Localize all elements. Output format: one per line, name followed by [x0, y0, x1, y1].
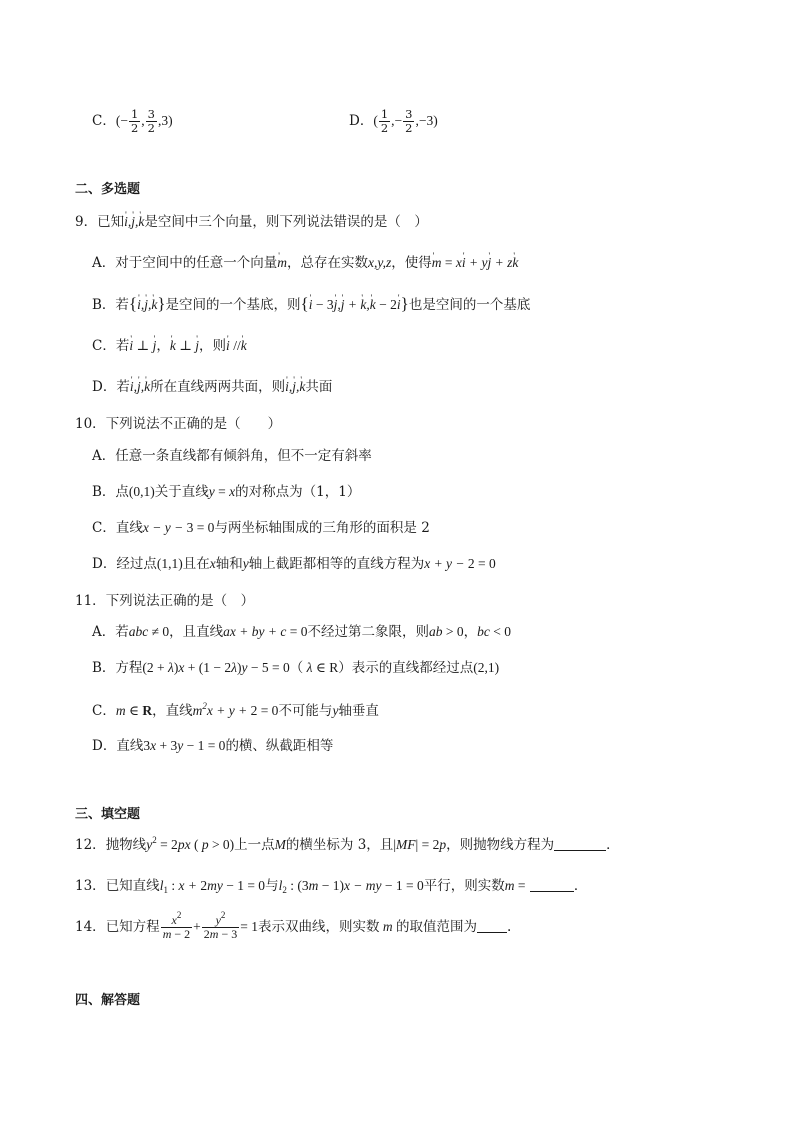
fraction: $\frac{x^2}{m - 2}$	[162, 910, 191, 941]
question-9-option-a: A．对于空间中的任意一个向量' m，总存在实数x,y,z，使得' m = x' i + y' j + z' k	[92, 254, 518, 272]
section-heading-fill-in: 三、填空题	[75, 807, 141, 822]
question-10-option-a: A．任意一条直线都有倾斜角，但不一定有斜率	[92, 448, 372, 464]
question-10-option-d: D．经过点(1,1)且在x轴和y轴上截距都相等的直线方程为x + y − 2 = 0	[92, 556, 496, 572]
question-11-option-b: B．方程(2 + λ)x + (1 − 2λ)y − 5 = 0（ λ ∈ R）表示的直线都经过点(2,1)	[92, 660, 500, 676]
question-9-stem: 9．已知' i,' j,' k是空间中三个向量，则下列说法错误的是（ ）	[75, 213, 428, 231]
answer-blank	[530, 877, 574, 892]
q8-option-d: D．( $\frac{1}{2}$ ,− $\frac{3}{2}$ ,−3)	[349, 107, 438, 135]
question-9-option-c: C．若' i ⊥ ' j，' k ⊥ ' j，则' i //' k	[92, 337, 247, 355]
question-10-stem: 10．下列说法不正确的是（ ）	[75, 416, 282, 432]
question-11-option-a: A．若abc ≠ 0，且直线ax + by + c = 0不经过第二象限，则ab > 0，bc < 0	[92, 624, 511, 640]
section-heading-solutions: 四、解答题	[75, 993, 141, 1008]
fraction: $\frac{1}{2}$	[380, 107, 389, 135]
question-11-option-d: D．直线3x + 3y − 1 = 0的横、纵截距相等	[92, 738, 334, 754]
question-13: 13．已知直线$l_1$ : x + 2my − 1 = 0与$l_2$ : (3m − 1)x − my − 1 = 0平行，则实数m = ．	[75, 878, 588, 895]
fraction: $\frac{3}{2}$	[405, 107, 413, 135]
question-9-option-b: B．若{' i,' j,' k}是空间的一个基底，则{' i − 3' j,' j + ' k,' k − 2' i}也是空间的一个基底	[92, 295, 530, 314]
section-heading-multi-choice: 二、多选题	[75, 182, 141, 197]
question-10-option-b: B．点(0,1)关于直线y = x的对称点为（1，1）	[92, 484, 361, 500]
fraction: $\frac{1}{2}$	[130, 107, 139, 135]
question-11-option-c: C．m ∈ R，直线$m^2x + y + 2 = 0$不可能与y轴垂直	[92, 701, 379, 719]
fraction: $\frac{3}{2}$	[147, 107, 155, 135]
question-12: 12．抛物线$y^2 = 2px$ ( p > 0)上一点M的横坐标为 3，且|MF| = 2p，则抛物线方程为 ．	[75, 835, 620, 853]
question-14: 14．已知方程 $\frac{x^2}{m - 2}$ + $\frac{y^2}{2m - 3}$ = 1表示双曲线，则实数 m 的取值范围为 .	[75, 910, 512, 941]
answer-blank	[554, 836, 606, 851]
question-10-option-c: C．直线x − y − 3 = 0与两坐标轴围成的三角形的面积是 2	[92, 520, 430, 536]
fraction: $\frac{y^2}{2m - 3}$	[203, 910, 238, 941]
question-9-option-d: D．若' i,' j,' k所在直线两两共面，则' i,' j,' k共面	[92, 378, 332, 396]
question-11-stem: 11．下列说法正确的是（ ）	[75, 593, 255, 609]
q8-option-c: C．(− $\frac{1}{2}$ , $\frac{3}{2}$ ,3)	[92, 107, 173, 135]
answer-blank	[477, 918, 507, 933]
